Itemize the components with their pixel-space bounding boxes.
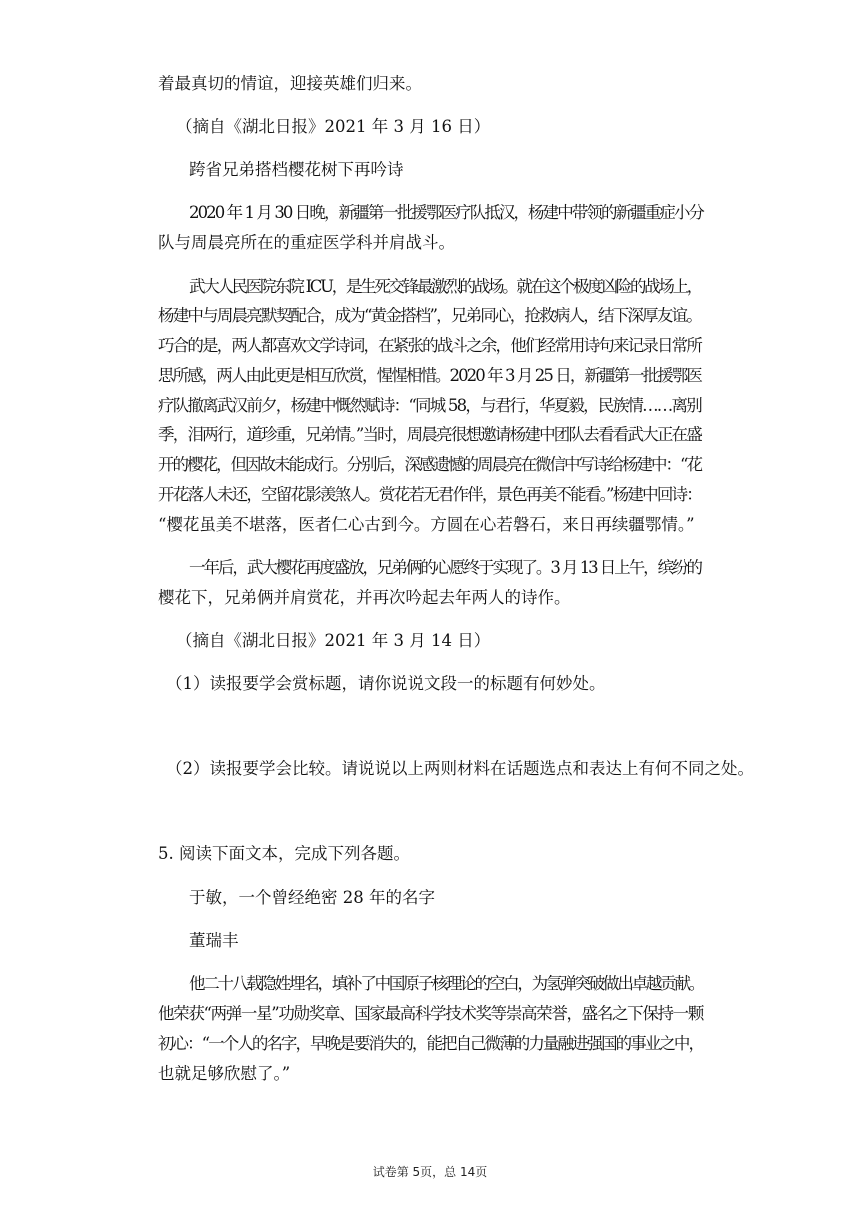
paragraph-line: 他荣获“两弹一星”功勋奖章、国家最高科学技术奖等崇高荣誉，盛名之下保持一颗 bbox=[158, 1004, 703, 1023]
paragraph-line: 他二十八载隐姓埋名，填补了中国原子核理论的空白，为氢弹突破做出卓越贡献。 bbox=[189, 974, 704, 993]
paragraph-line: 着最真切的情谊，迎接英雄们归来。 bbox=[158, 74, 422, 93]
question-item: （2）读报要学会比较。请说说以上两则材料在话题选点和表达上有何不同之处。 bbox=[166, 759, 754, 778]
article-title: 跨省兄弟搭档樱花树下再吟诗 bbox=[189, 160, 404, 179]
article-author: 董瑞丰 bbox=[189, 931, 239, 950]
question-item: （1）读报要学会赏标题，请你说说文段一的标题有何妙处。 bbox=[166, 674, 606, 693]
paragraph-line: 队与周晨亮所在的重症医学科并肩战斗。 bbox=[158, 233, 455, 252]
paragraph-line: 开花落人未还，空留花影羡煞人。赏花若无君作伴，景色再美不能看。”杨建中回诗： bbox=[158, 485, 701, 504]
paragraph-line: 开的樱花，但因故未能成行。分别后，深感遗憾的周晨亮在微信中写诗给杨建中：“花 bbox=[158, 455, 701, 474]
paragraph-line: 初心：“一个人的名字，早晚是要消失的，能把自己微薄的力量融进强国的事业之中， bbox=[158, 1034, 703, 1053]
paragraph-line: 一年后，武大樱花再度盛放，兄弟俩的心愿终于实现了。3 月 13 日上午，缤纷的 bbox=[189, 558, 701, 577]
source-citation: （摘自《湖北日报》2021 年 3 月 14 日） bbox=[176, 631, 491, 650]
paragraph-line: 武大人民医院东院 ICU，是生死交锋最激烈的战场。就在这个极度凶险的战场上， bbox=[189, 277, 701, 296]
paragraph-line: 杨建中与周晨亮默契配合，成为“黄金搭档”，兄弟同心，抢救病人，结下深厚友谊。 bbox=[158, 306, 701, 325]
paragraph-line: 2020 年 1 月 30 日晚，新疆第一批援鄂医疗队抵汉，杨建中带领的新疆重症小分 bbox=[189, 203, 703, 222]
question-heading: 5. 阅读下面文本，完成下列各题。 bbox=[158, 844, 410, 863]
paragraph-line: “樱花虽美不堪落，医者仁心古到今。方圆在心若磐石，来日再续疆鄂情。” bbox=[158, 515, 695, 534]
paragraph-line: 季，泪两行，道珍重，兄弟情。”当时，周晨亮很想邀请杨建中团队去看看武大正在盛 bbox=[158, 425, 701, 444]
article-title: 于敏，一个曾经绝密 28 年的名字 bbox=[189, 888, 435, 907]
paragraph-line: 也就足够欣慰了。” bbox=[158, 1064, 291, 1083]
paragraph-line: 疗队撤离武汉前夕，杨建中慨然赋诗：“同城 58，与君行，华夏毅，民族情……离别 bbox=[158, 396, 701, 415]
paragraph-line: 樱花下，兄弟俩并肩赏花，并再次吟起去年两人的诗作。 bbox=[158, 588, 571, 607]
paragraph-line: 巧合的是，两人都喜欢文学诗词，在紧张的战斗之余，他们经常用诗句来记录日常所 bbox=[158, 336, 702, 355]
source-citation: （摘自《湖北日报》2021 年 3 月 16 日） bbox=[176, 117, 491, 136]
paragraph-line: 思所感，两人由此更是相互欣赏，惺惺相惜。2020 年 3 月 25 日，新疆第一批援鄂医 bbox=[158, 366, 701, 385]
page-footer: 试卷第 5页，总 14页 bbox=[372, 1165, 488, 1179]
